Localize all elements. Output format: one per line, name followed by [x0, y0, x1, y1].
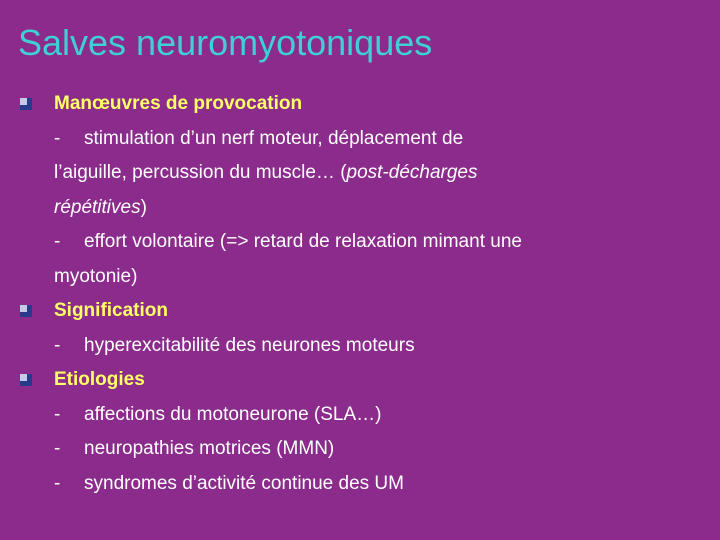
italic-text: post-décharges: [346, 162, 478, 183]
section-heading: Etiologies: [54, 369, 145, 390]
italic-text: répétitives: [54, 196, 141, 218]
line-text: neuropathies motrices (MMN): [84, 438, 335, 459]
line-text: syndromes d’activité continue des UM: [84, 472, 404, 494]
dash: -: [54, 127, 61, 149]
dash: -: [54, 403, 61, 425]
section-signification: [20, 294, 710, 363]
text-line: [54, 467, 710, 502]
line-text: myotonie): [54, 265, 138, 287]
text-line: [54, 329, 710, 364]
line-text: effort volontaire (=> retard de relaxation mimant une: [84, 231, 522, 252]
line-text: affections du motoneurone (SLA…): [84, 403, 382, 425]
section-heading: Signification: [54, 300, 168, 321]
square-bullet-icon: [20, 305, 32, 317]
square-bullet-icon: [20, 98, 32, 110]
section-etiologies: [20, 363, 710, 501]
square-bullet-icon: [20, 374, 32, 386]
slide-content: [20, 87, 710, 501]
line-text: stimulation d’un nerf moteur, déplacement de: [84, 127, 464, 149]
dash: -: [54, 438, 61, 459]
line-text: l’aiguille, percussion du muscle… (: [54, 162, 347, 183]
dash: -: [54, 231, 61, 252]
text-line: [54, 398, 710, 433]
line-text: hyperexcitabilité des neurones moteurs: [84, 334, 415, 356]
text-line: [54, 191, 710, 226]
dash: -: [54, 334, 61, 356]
text-line: [54, 122, 710, 157]
section-heading: Manœuvres de provocation: [54, 93, 303, 114]
text-line: [54, 432, 710, 467]
text-line: [54, 260, 710, 295]
text-line: [54, 225, 710, 260]
section-provocation: [20, 87, 710, 294]
text-line: [54, 156, 710, 191]
line-text: ): [140, 196, 147, 218]
slide-title: Salves neuromyotoniques: [18, 22, 433, 63]
dash: -: [54, 472, 61, 494]
